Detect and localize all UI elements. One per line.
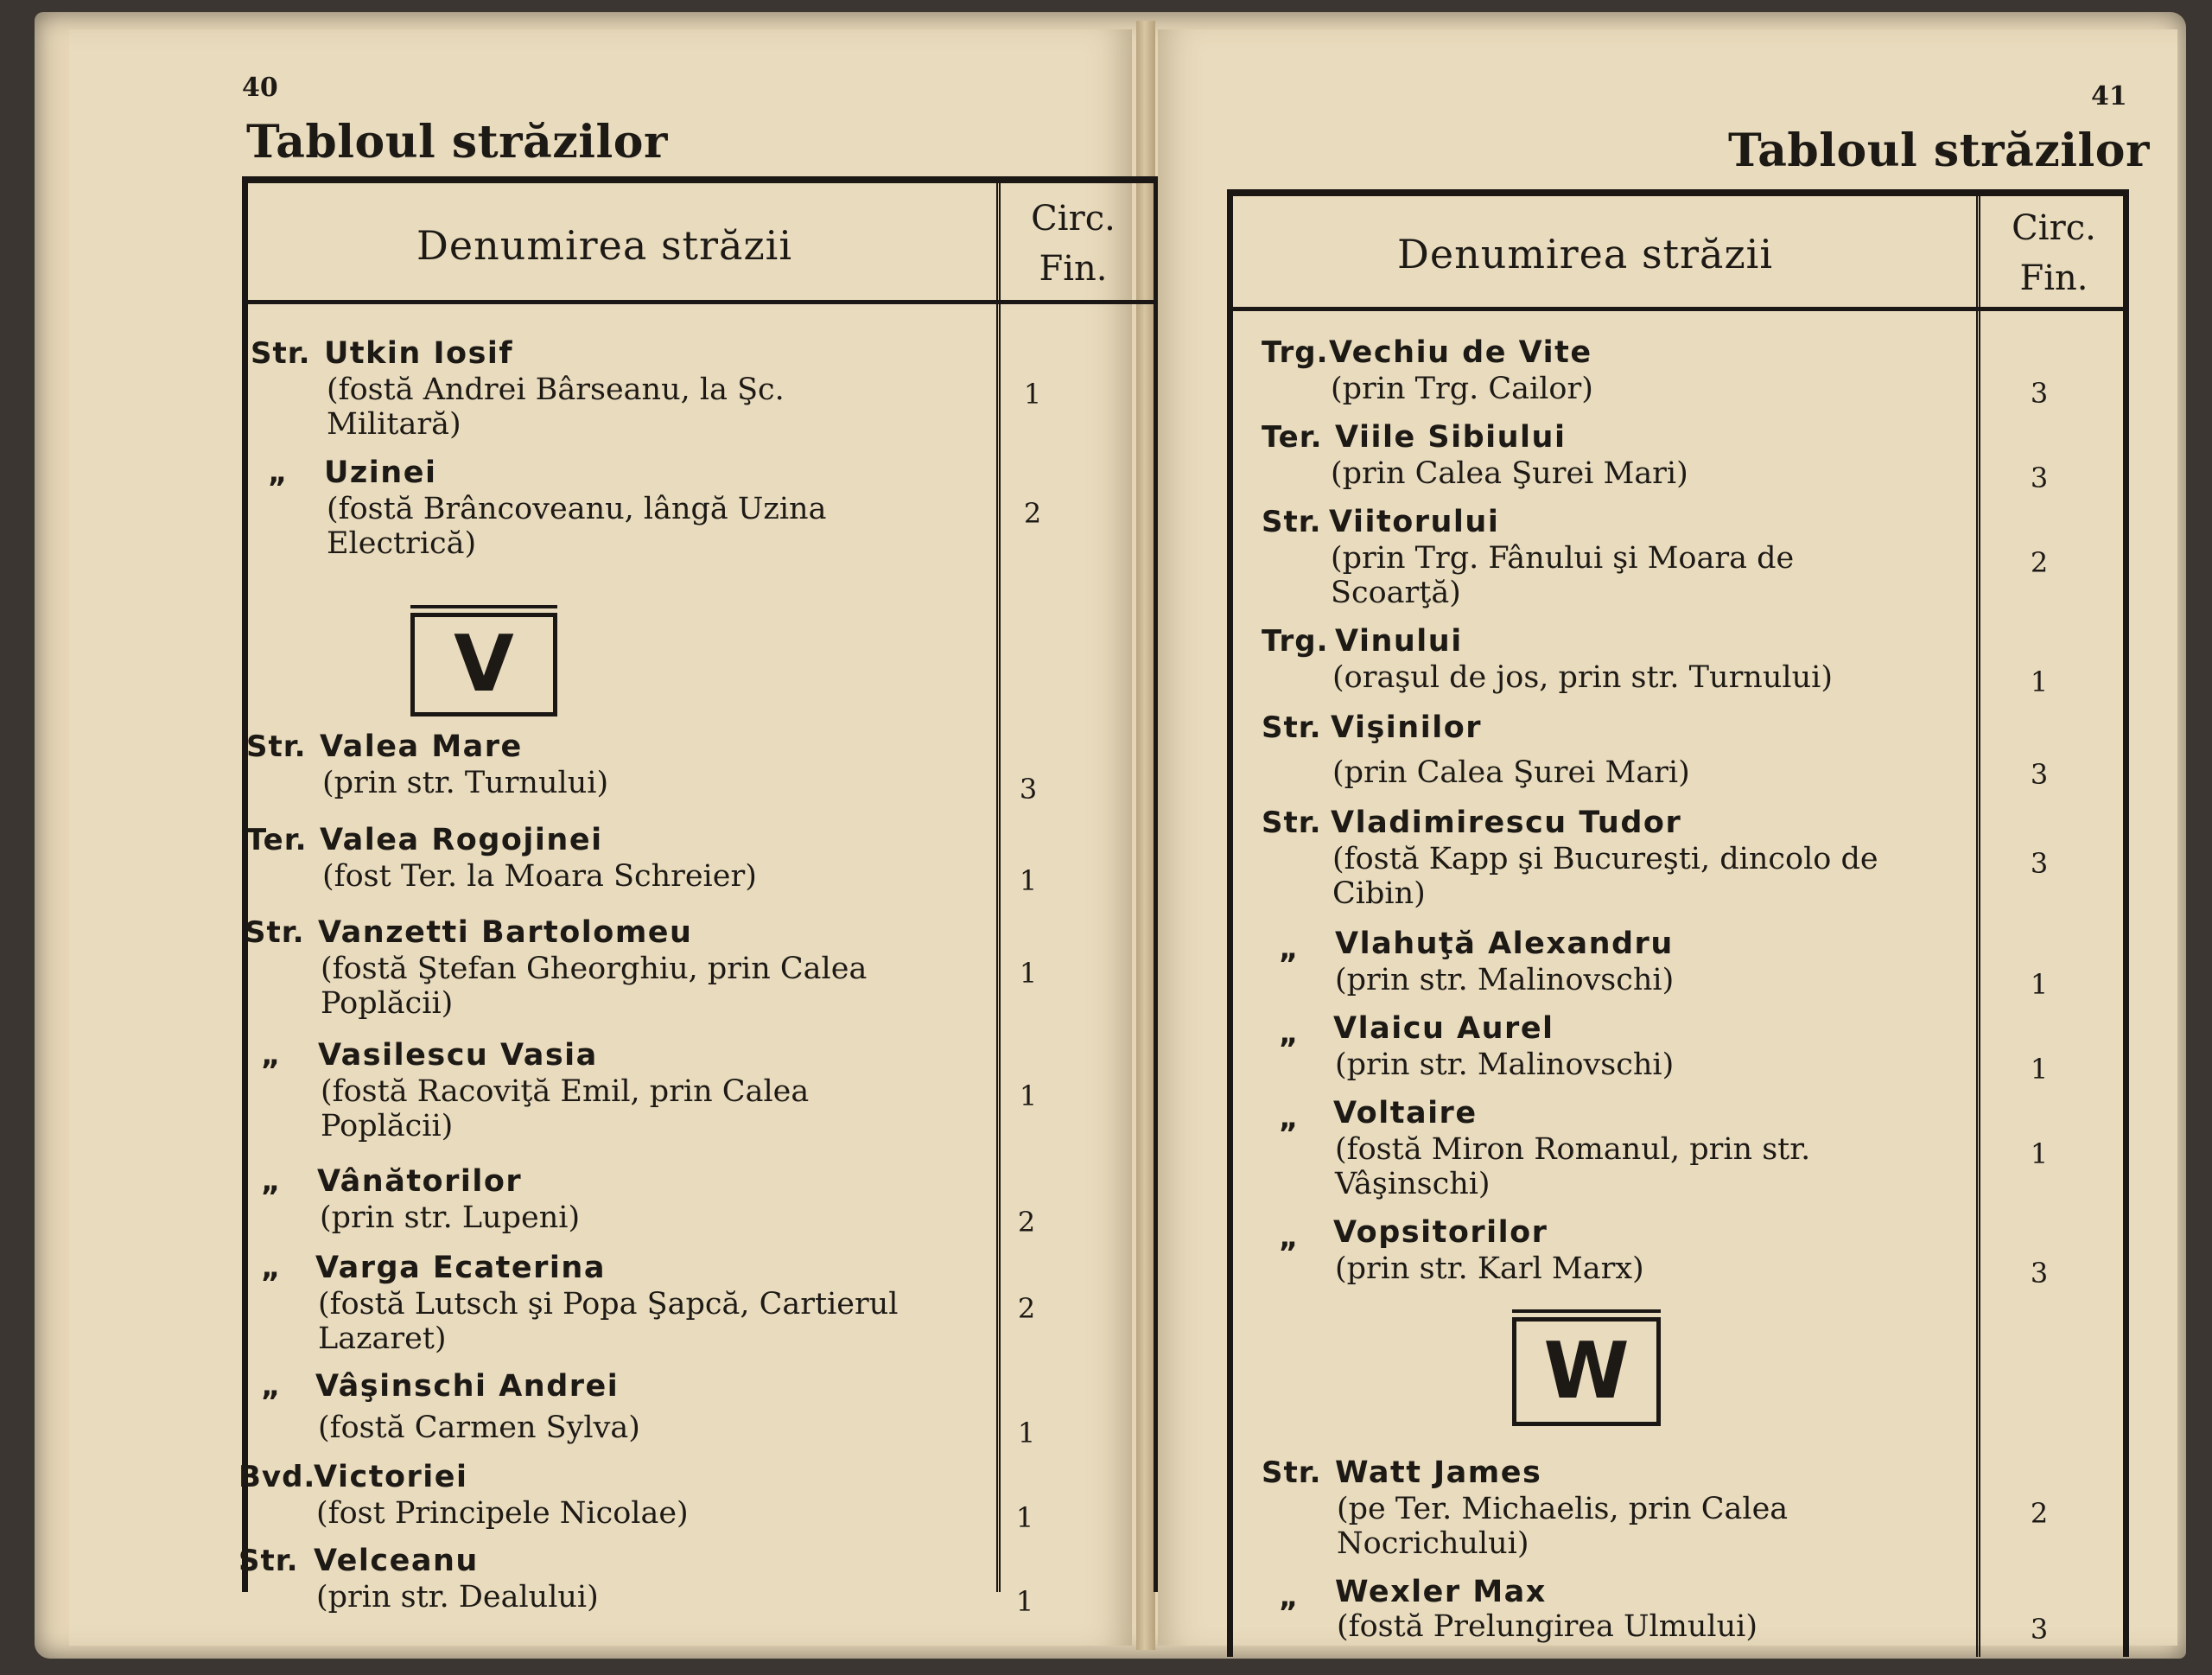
street-prefix: „ <box>261 1038 282 1073</box>
circ-value: 2 <box>2030 1497 2049 1530</box>
header-circ-line2: Fin. <box>2019 258 2088 298</box>
table-header <box>248 183 1154 304</box>
circ-value: 1 <box>1023 378 1042 411</box>
street-name: Uzinei <box>324 455 437 490</box>
street-description: (prin Trg. Fânului şi Moara de Scoarţă) <box>1331 541 1795 610</box>
street-prefix: „ <box>261 1369 282 1404</box>
street-description: (oraşul de jos, prin str. Turnului) <box>1332 660 1833 695</box>
street-name: Viile Sibiului <box>1335 420 1567 455</box>
street-name: Victoriei <box>314 1460 468 1494</box>
street-prefix: Bvd. <box>238 1460 316 1494</box>
circ-value: 1 <box>2030 1137 2049 1170</box>
street-prefix: „ <box>1279 1580 1300 1614</box>
circ-value: 1 <box>2030 666 2049 698</box>
circ-value: 3 <box>1019 773 1038 806</box>
street-name: Vopsitorilor <box>1333 1215 1548 1250</box>
street-description: (fostă Racoviţă Emil, prin Calea Poplăcii) <box>321 1074 810 1143</box>
header-circ-line2: Fin. <box>1039 249 1108 289</box>
circ-value: 2 <box>1023 497 1042 530</box>
street-prefix: Str. <box>251 336 311 371</box>
section-letter: V <box>410 613 557 716</box>
street-description: (prin str. Lupeni) <box>320 1201 581 1235</box>
street-prefix: Trg. <box>1262 335 1329 370</box>
street-prefix: „ <box>268 455 289 490</box>
street-description: (prin str. Turnului) <box>322 766 609 800</box>
circ-value: 1 <box>2030 1053 2049 1086</box>
street-name: Vâşinschi Andrei <box>315 1369 620 1404</box>
circ-value: 1 <box>1017 1417 1036 1449</box>
page-number: 40 <box>242 73 278 103</box>
street-description: (prin Trg. Cailor) <box>1331 372 1593 406</box>
street-description: (fostă Miron Romanul, prin str. Vâşinschi) <box>1335 1132 1811 1201</box>
table-header <box>1233 196 2123 311</box>
street-description: (fostă Carmen Sylva) <box>318 1411 640 1445</box>
street-name: Varga Ecaterina <box>315 1251 606 1285</box>
circ-value: 1 <box>1019 864 1038 897</box>
street-name: Vasilescu Vasia <box>318 1038 598 1073</box>
circ-value: 2 <box>2030 546 2049 579</box>
circ-value: 1 <box>1019 957 1038 990</box>
street-prefix: „ <box>261 1251 282 1285</box>
street-prefix: „ <box>1279 1101 1300 1136</box>
street-description: (prin str. Malinovschi) <box>1335 1048 1675 1082</box>
street-prefix: Str. <box>246 729 307 764</box>
street-prefix: Trg. <box>1262 624 1329 659</box>
street-prefix: Str. <box>1262 1455 1322 1490</box>
header-name-column: Denumirea străzii <box>416 222 793 269</box>
street-name: Valea Rogojinei <box>320 823 603 857</box>
circ-value: 1 <box>2030 968 2049 1001</box>
street-prefix: Str. <box>238 1544 299 1578</box>
street-name: Vladimirescu Tudor <box>1331 806 1682 840</box>
street-description: (prin str. Dealului) <box>316 1580 599 1614</box>
street-description: (prin Calea Şurei Mari) <box>1331 456 1688 491</box>
circ-value: 3 <box>2030 462 2049 494</box>
street-description: (prin Calea Şurei Mari) <box>1332 755 1690 790</box>
street-name: Vlaicu Aurel <box>1333 1011 1554 1046</box>
street-name: Vanzetti Bartolomeu <box>318 915 693 950</box>
circ-value: 3 <box>2030 377 2049 410</box>
page-title: Tabloul străzilor <box>1728 124 2150 177</box>
circ-value: 1 <box>1015 1501 1034 1534</box>
street-prefix: Ter. <box>246 823 308 857</box>
header-name-column: Denumirea străzii <box>1397 231 1774 277</box>
street-description: (fostă Lutsch şi Popa Şapcă, Cartierul Lazaret) <box>318 1287 899 1356</box>
street-name: Utkin Iosif <box>324 336 514 371</box>
page-number: 41 <box>2091 81 2127 111</box>
street-description: (fostă Prelungirea Ulmului) <box>1337 1609 1758 1644</box>
street-description: (pe Ter. Michaelis, prin Calea Nocrichului) <box>1337 1492 1789 1561</box>
header-circ-column <box>1993 203 2114 303</box>
right-page <box>1158 29 2177 1646</box>
street-prefix: „ <box>261 1164 282 1199</box>
street-prefix: Str. <box>1262 806 1322 840</box>
street-name: Vişinilor <box>1331 710 1483 745</box>
book-spread <box>35 12 2186 1659</box>
street-name: Velceanu <box>314 1544 479 1578</box>
street-description: (fost Principele Nicolae) <box>316 1496 689 1531</box>
street-name: Watt James <box>1335 1455 1542 1490</box>
street-prefix: „ <box>1279 1016 1300 1051</box>
street-table <box>1227 189 2129 1657</box>
header-circ-line1: Circ. <box>2012 208 2096 248</box>
circ-value: 1 <box>1015 1585 1034 1618</box>
header-circ-column <box>1008 194 1138 294</box>
circ-value: 3 <box>2030 758 2049 791</box>
street-name: Vechiu de Vite <box>1329 335 1592 370</box>
header-circ-line1: Circ. <box>1031 199 1116 239</box>
street-description: (fostă Andrei Bârseanu, la Şc. Militară) <box>327 373 785 442</box>
street-description: (prin str. Malinovschi) <box>1335 963 1675 997</box>
street-prefix: Ter. <box>1262 420 1323 455</box>
street-description: (fostă Kapp şi Bucureşti, dincolo de Cibin) <box>1332 842 1878 911</box>
street-name: Vlahuţă Alexandru <box>1335 927 1674 961</box>
street-name: Valea Mare <box>320 729 523 764</box>
street-name: Voltaire <box>1333 1096 1478 1130</box>
street-name: Viitorului <box>1329 505 1500 539</box>
circ-value: 1 <box>1019 1080 1038 1112</box>
page-title: Tabloul străzilor <box>246 116 668 169</box>
circ-value: 3 <box>2030 1257 2049 1290</box>
column-divider <box>1976 196 1986 1657</box>
street-description: (fost Ter. la Moara Schreier) <box>322 859 757 894</box>
section-letter: W <box>1512 1317 1661 1426</box>
street-name: Vinului <box>1335 624 1463 659</box>
street-prefix: „ <box>1279 932 1300 966</box>
circ-value: 3 <box>2030 847 2049 880</box>
street-description: (prin str. Karl Marx) <box>1335 1251 1644 1286</box>
street-name: Wexler Max <box>1335 1575 1547 1609</box>
street-description: (fostă Ştefan Gheorghiu, prin Calea Poplăcii) <box>321 952 868 1021</box>
street-prefix: Str. <box>1262 710 1322 745</box>
street-prefix: Str. <box>1262 505 1322 539</box>
street-name: Vânătorilor <box>317 1164 523 1199</box>
street-prefix: „ <box>1279 1220 1300 1255</box>
street-description: (fostă Brâncoveanu, lângă Uzina Electrică) <box>327 492 827 561</box>
circ-value: 3 <box>2030 1613 2049 1646</box>
left-page <box>69 29 1132 1646</box>
street-prefix: Str. <box>245 915 305 950</box>
circ-value: 2 <box>1017 1206 1036 1239</box>
circ-value: 2 <box>1017 1292 1036 1325</box>
